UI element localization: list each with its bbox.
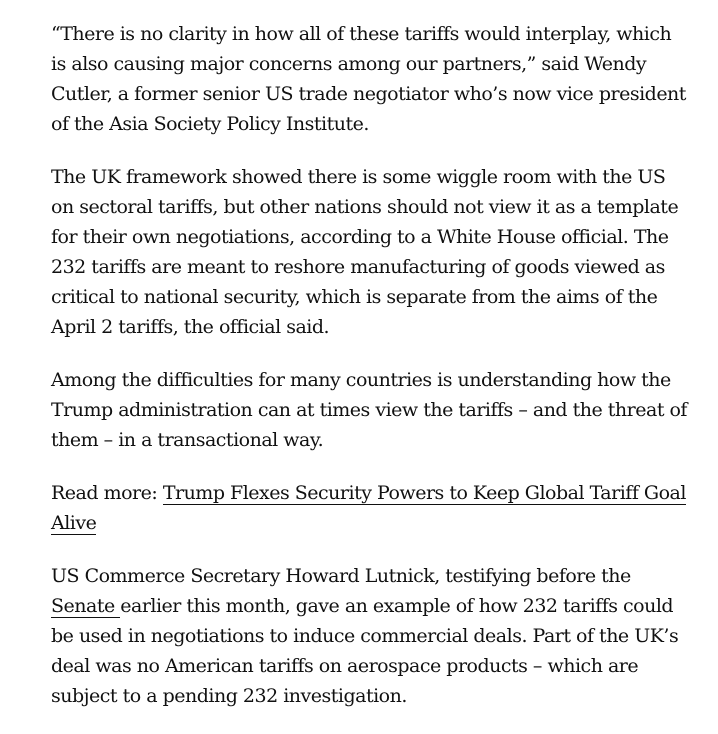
difficulties-paragraph: Among the difficulties for many countries is understanding how the Trump administration can at times view the tariffs – and the threat of them – in a transactional way. bbox=[51, 369, 687, 451]
quote-paragraph: “There is no clarity in how all of these tariffs would interplay, which is also causing major concerns among our partners,” said Wendy Cutler, a former senior US trade negotiator who’s now vice president of the Asia Society Policy Institute. bbox=[51, 23, 686, 135]
read-more-link[interactable]: Trump Flexes Security Powers to Keep Global Tariff Goal Alive bbox=[51, 482, 686, 534]
senate-link[interactable]: Senate bbox=[51, 595, 121, 617]
uk-framework-paragraph: The UK framework showed there is some wiggle room with the US on sectoral tariffs, but other nations should not view it as a template for their own negotiations, according to a White House official. The 232 tariffs are meant to reshore manufacturing of goods viewed as critical to national security, which is separate from the aims of the April 2 tariffs, the official said. bbox=[51, 166, 679, 338]
lutnick-text-before: US Commerce Secretary Howard Lutnick, testifying before the bbox=[51, 565, 631, 587]
lutnick-paragraph bbox=[51, 561, 691, 711]
article-body bbox=[51, 19, 691, 734]
lutnick-text-after: earlier this month, gave an example of how 232 tariffs could be used in negotiations to induce commercial deals. Part of the UK’s deal was no American tariffs on aerospace products – which are subject to a pending 232 investigation. bbox=[51, 595, 679, 707]
read-more-paragraph bbox=[51, 478, 691, 538]
read-more-label: Read more: bbox=[51, 482, 163, 504]
